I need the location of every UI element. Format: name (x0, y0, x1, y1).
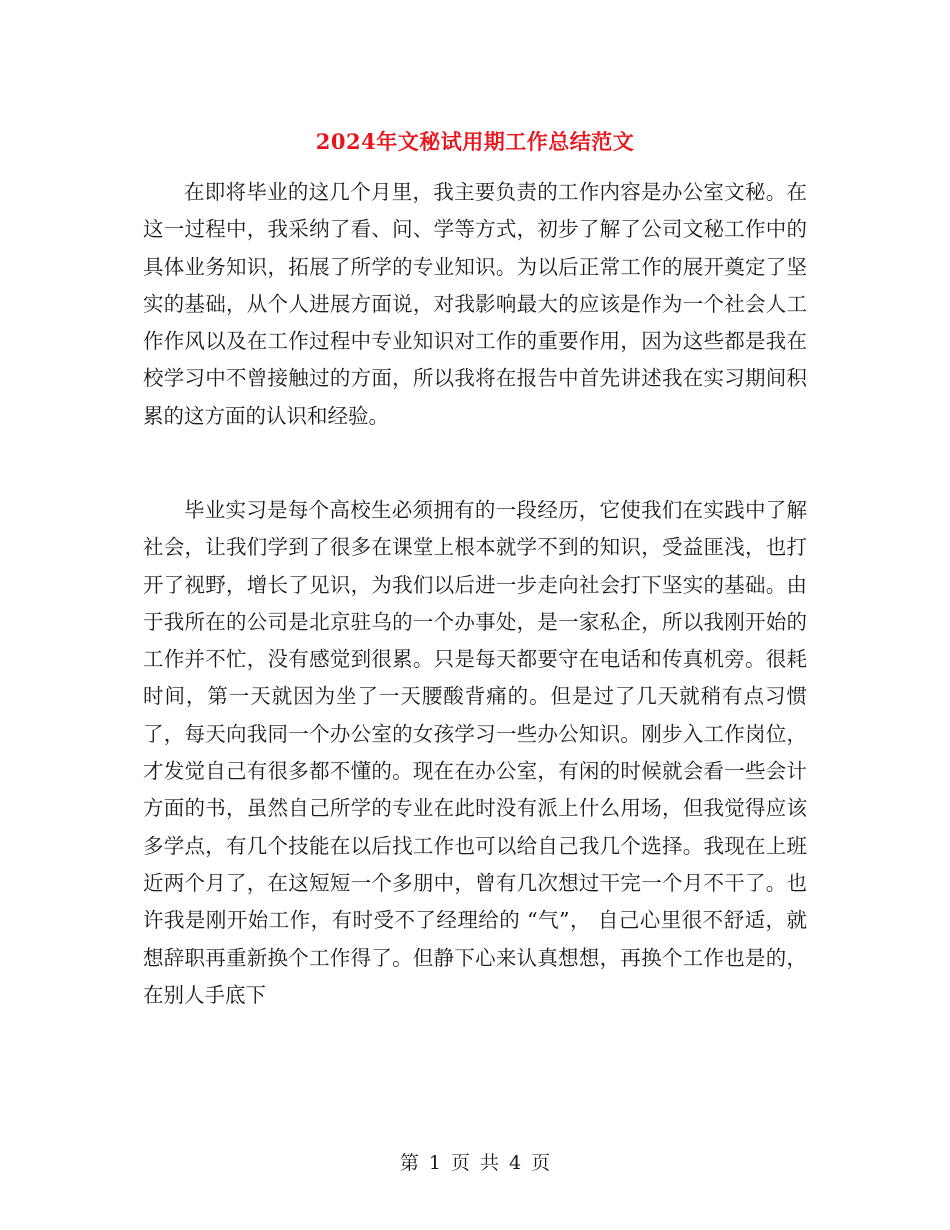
body-paragraph-1: 在即将毕业的这几个月里，我主要负责的工作内容是办公室文秘。在这一过程中，我采纳了看、问、学等方式，初步了解了公司文秘工作中的具体业务知识，拓展了所学的专业知识。为以后正常工作的展开奠定了坚实的基础，从个人进展方面说，对我影响最大的应该是作为一个社会人工作作风以及在工作过程中专业知识对工作的重要作用，因为这些都是我在校学习中不曾接触过的方面，所以我将在报告中首先讲述我在实习期间积累的这方面的认识和经验。 (143, 180, 807, 428)
document-title: 2024年文秘试用期工作总结范文 (315, 129, 635, 155)
body-paragraph-2: 毕业实习是每个高校生必须拥有的一段经历，它使我们在实践中了解社会，让我们学到了很多在课堂上根本就学不到的知识，受益匪浅，也打开了视野，增长了见识，为我们以后进一步走向社会打下坚实的基础。由于我所在的公司是北京驻乌的一个办事处，是一家私企，所以我刚开始的工作并不忙，没有感觉到很累。只是每天都要守在电话和传真机旁。很耗时间，第一天就因为坐了一天腰酸背痛的。但是过了几天就稍有点习惯了，每天向我同一个办公室的女孩学习一些办公知识。刚步入工作岗位，才发觉自己有很多都不懂的。现在在办公室，有闲的时候就会看一些会计方面的书，虽然自己所学的专业在此时没有派上什么用场，但我觉得应该多学点，有几个技能在以后找工作也可以给自己我几个选择。我现在上班近两个月了，在这短短一个多朋中，曾有几次想过干完一个月不干了。也许我是刚开始工作，有时受不了经理给的 “气”， 自己心里很不舒适，就想辞职再重新换个工作得了。但静下心来认真想想，再换个工作也是的，在别人手底下 (143, 498, 807, 1007)
page-footer: 第 1 页 共 4 页 (399, 1152, 551, 1174)
